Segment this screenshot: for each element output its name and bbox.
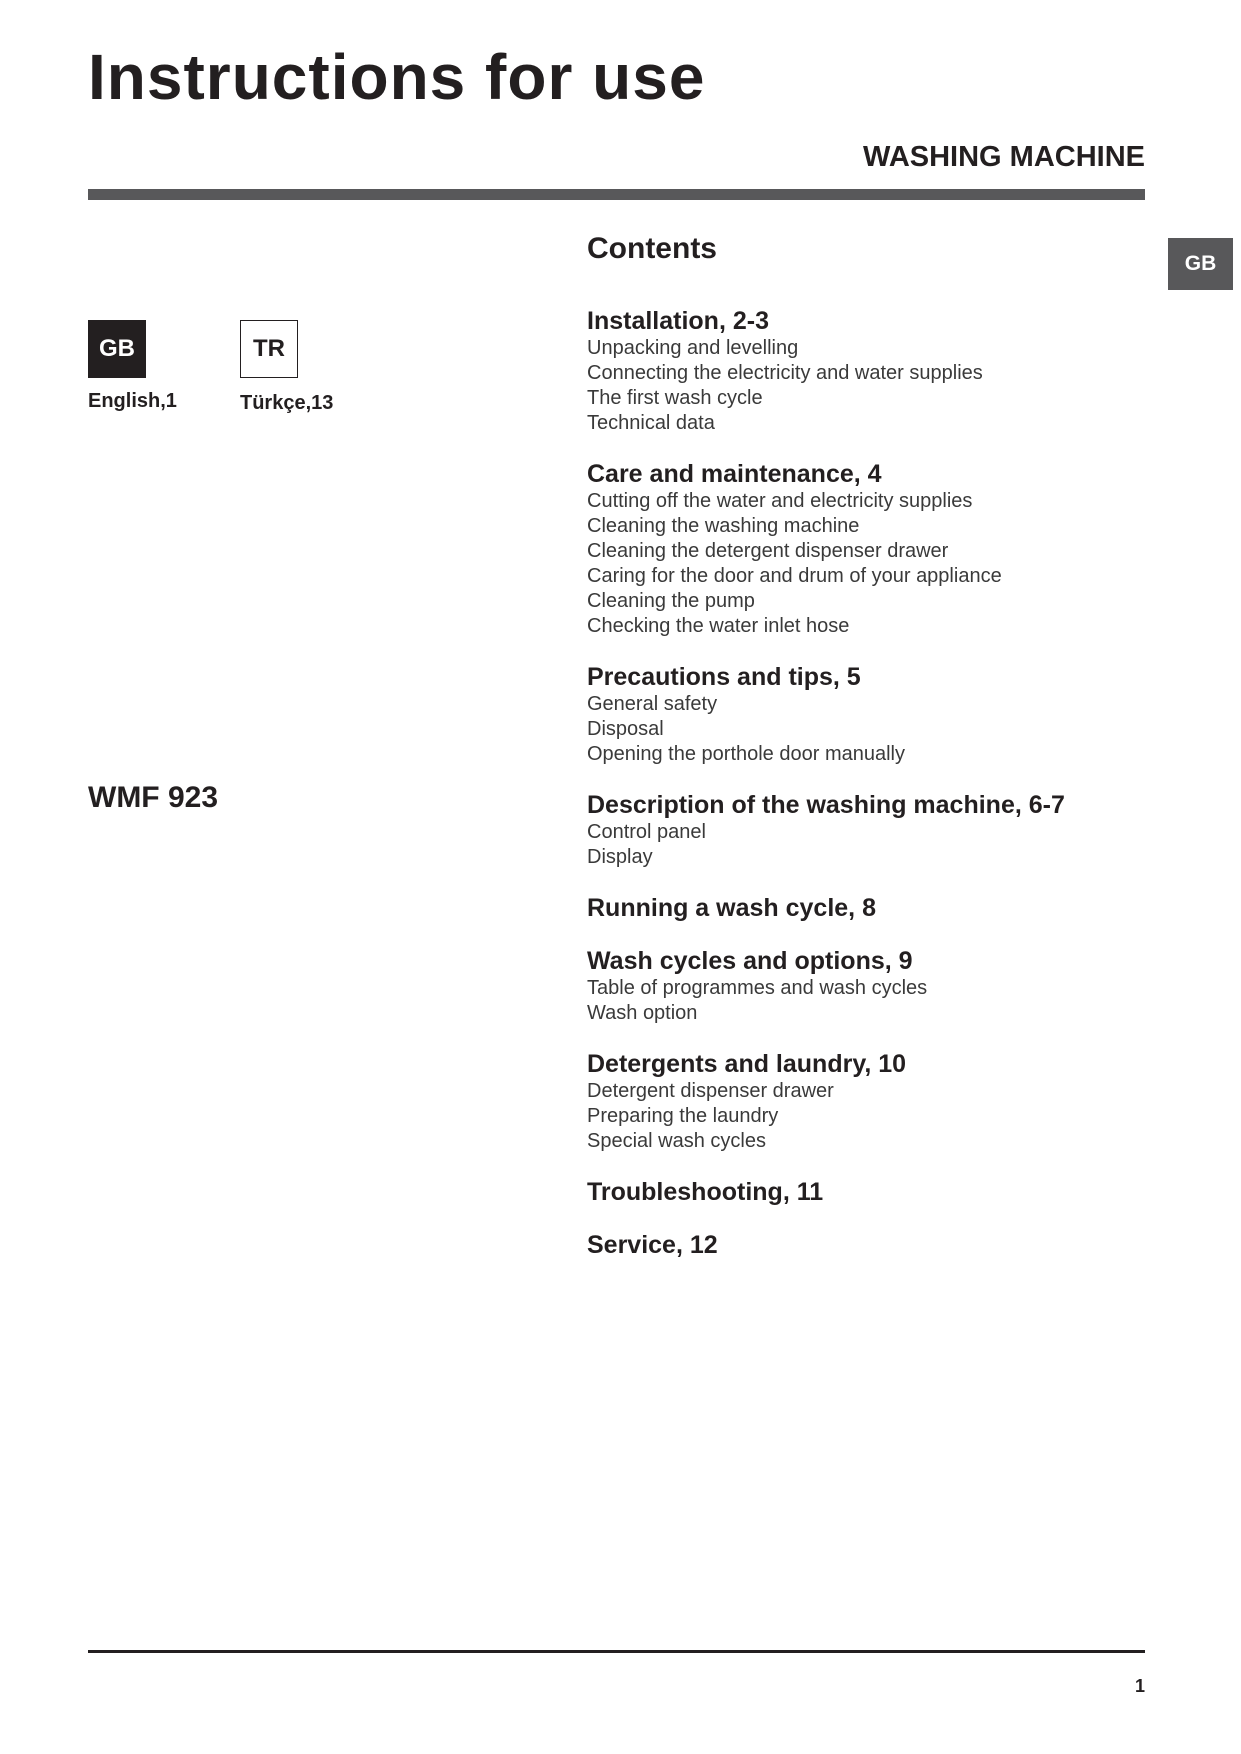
toc-item[interactable]: Control panel — [587, 821, 706, 843]
toc-item[interactable]: The first wash cycle — [587, 387, 763, 409]
language-label-turkish: Türkçe,13 — [240, 392, 334, 414]
toc-section — [587, 1177, 1147, 1207]
toc-section-title[interactable]: Wash cycles and options, 9 — [587, 947, 913, 975]
toc-item[interactable]: Opening the porthole door manually — [587, 743, 905, 765]
toc-item[interactable]: Wash option — [587, 1002, 698, 1024]
toc-item[interactable]: Disposal — [587, 718, 664, 740]
toc-item[interactable]: Special wash cycles — [587, 1130, 766, 1152]
page-title: Instructions for use — [88, 41, 706, 113]
toc-item[interactable]: Caring for the door and drum of your appliance — [587, 565, 1002, 587]
language-english[interactable] — [88, 320, 177, 413]
model-name: WMF 923 — [88, 781, 219, 814]
language-badge-tr: TR — [240, 320, 298, 378]
toc-section — [587, 946, 1147, 1026]
toc-section-title[interactable]: Installation, 2-3 — [587, 307, 769, 335]
product-type-heading: WASHING MACHINE — [863, 141, 1145, 173]
toc-section-title[interactable]: Description of the washing machine, 6-7 — [587, 791, 1065, 819]
toc-section — [587, 790, 1147, 870]
toc-item[interactable]: Display — [587, 846, 653, 868]
toc-section — [587, 893, 1147, 923]
toc-item[interactable]: Checking the water inlet hose — [587, 615, 850, 637]
language-turkish[interactable] — [240, 320, 333, 415]
language-label-english: English,1 — [88, 390, 177, 412]
toc-section-title[interactable]: Care and maintenance, 4 — [587, 460, 882, 488]
toc-item[interactable]: General safety — [587, 693, 718, 715]
toc-section — [587, 459, 1147, 639]
language-side-tab: GB — [1168, 238, 1233, 290]
toc-section-title[interactable]: Detergents and laundry, 10 — [587, 1050, 907, 1078]
toc-item[interactable]: Cleaning the pump — [587, 590, 755, 612]
toc-item[interactable]: Cleaning the detergent dispenser drawer — [587, 540, 949, 562]
toc-section — [587, 306, 1147, 436]
toc-item[interactable]: Unpacking and levelling — [587, 337, 799, 359]
toc-item[interactable]: Preparing the laundry — [587, 1105, 779, 1127]
toc-item[interactable]: Cutting off the water and electricity supplies — [587, 490, 973, 512]
table-of-contents — [587, 230, 1147, 1283]
toc-section — [587, 662, 1147, 767]
toc-section-title[interactable]: Precautions and tips, 5 — [587, 663, 861, 691]
toc-item[interactable]: Cleaning the washing machine — [587, 515, 860, 537]
toc-section — [587, 1230, 1147, 1260]
toc-list — [587, 306, 1147, 1260]
toc-item[interactable]: Detergent dispenser drawer — [587, 1080, 834, 1102]
page-number: 1 — [1134, 1676, 1145, 1696]
toc-item[interactable]: Table of programmes and wash cycles — [587, 977, 928, 999]
toc-section-title[interactable]: Service, 12 — [587, 1231, 718, 1259]
language-badge-gb: GB — [88, 320, 146, 378]
contents-heading: Contents — [587, 232, 717, 265]
toc-section-title[interactable]: Running a wash cycle, 8 — [587, 894, 876, 922]
footer-divider — [88, 1650, 1145, 1653]
header-divider — [88, 189, 1145, 200]
toc-section-title[interactable]: Troubleshooting, 11 — [587, 1178, 824, 1206]
toc-item[interactable]: Connecting the electricity and water supplies — [587, 362, 983, 384]
toc-item[interactable]: Technical data — [587, 412, 715, 434]
toc-section — [587, 1049, 1147, 1154]
